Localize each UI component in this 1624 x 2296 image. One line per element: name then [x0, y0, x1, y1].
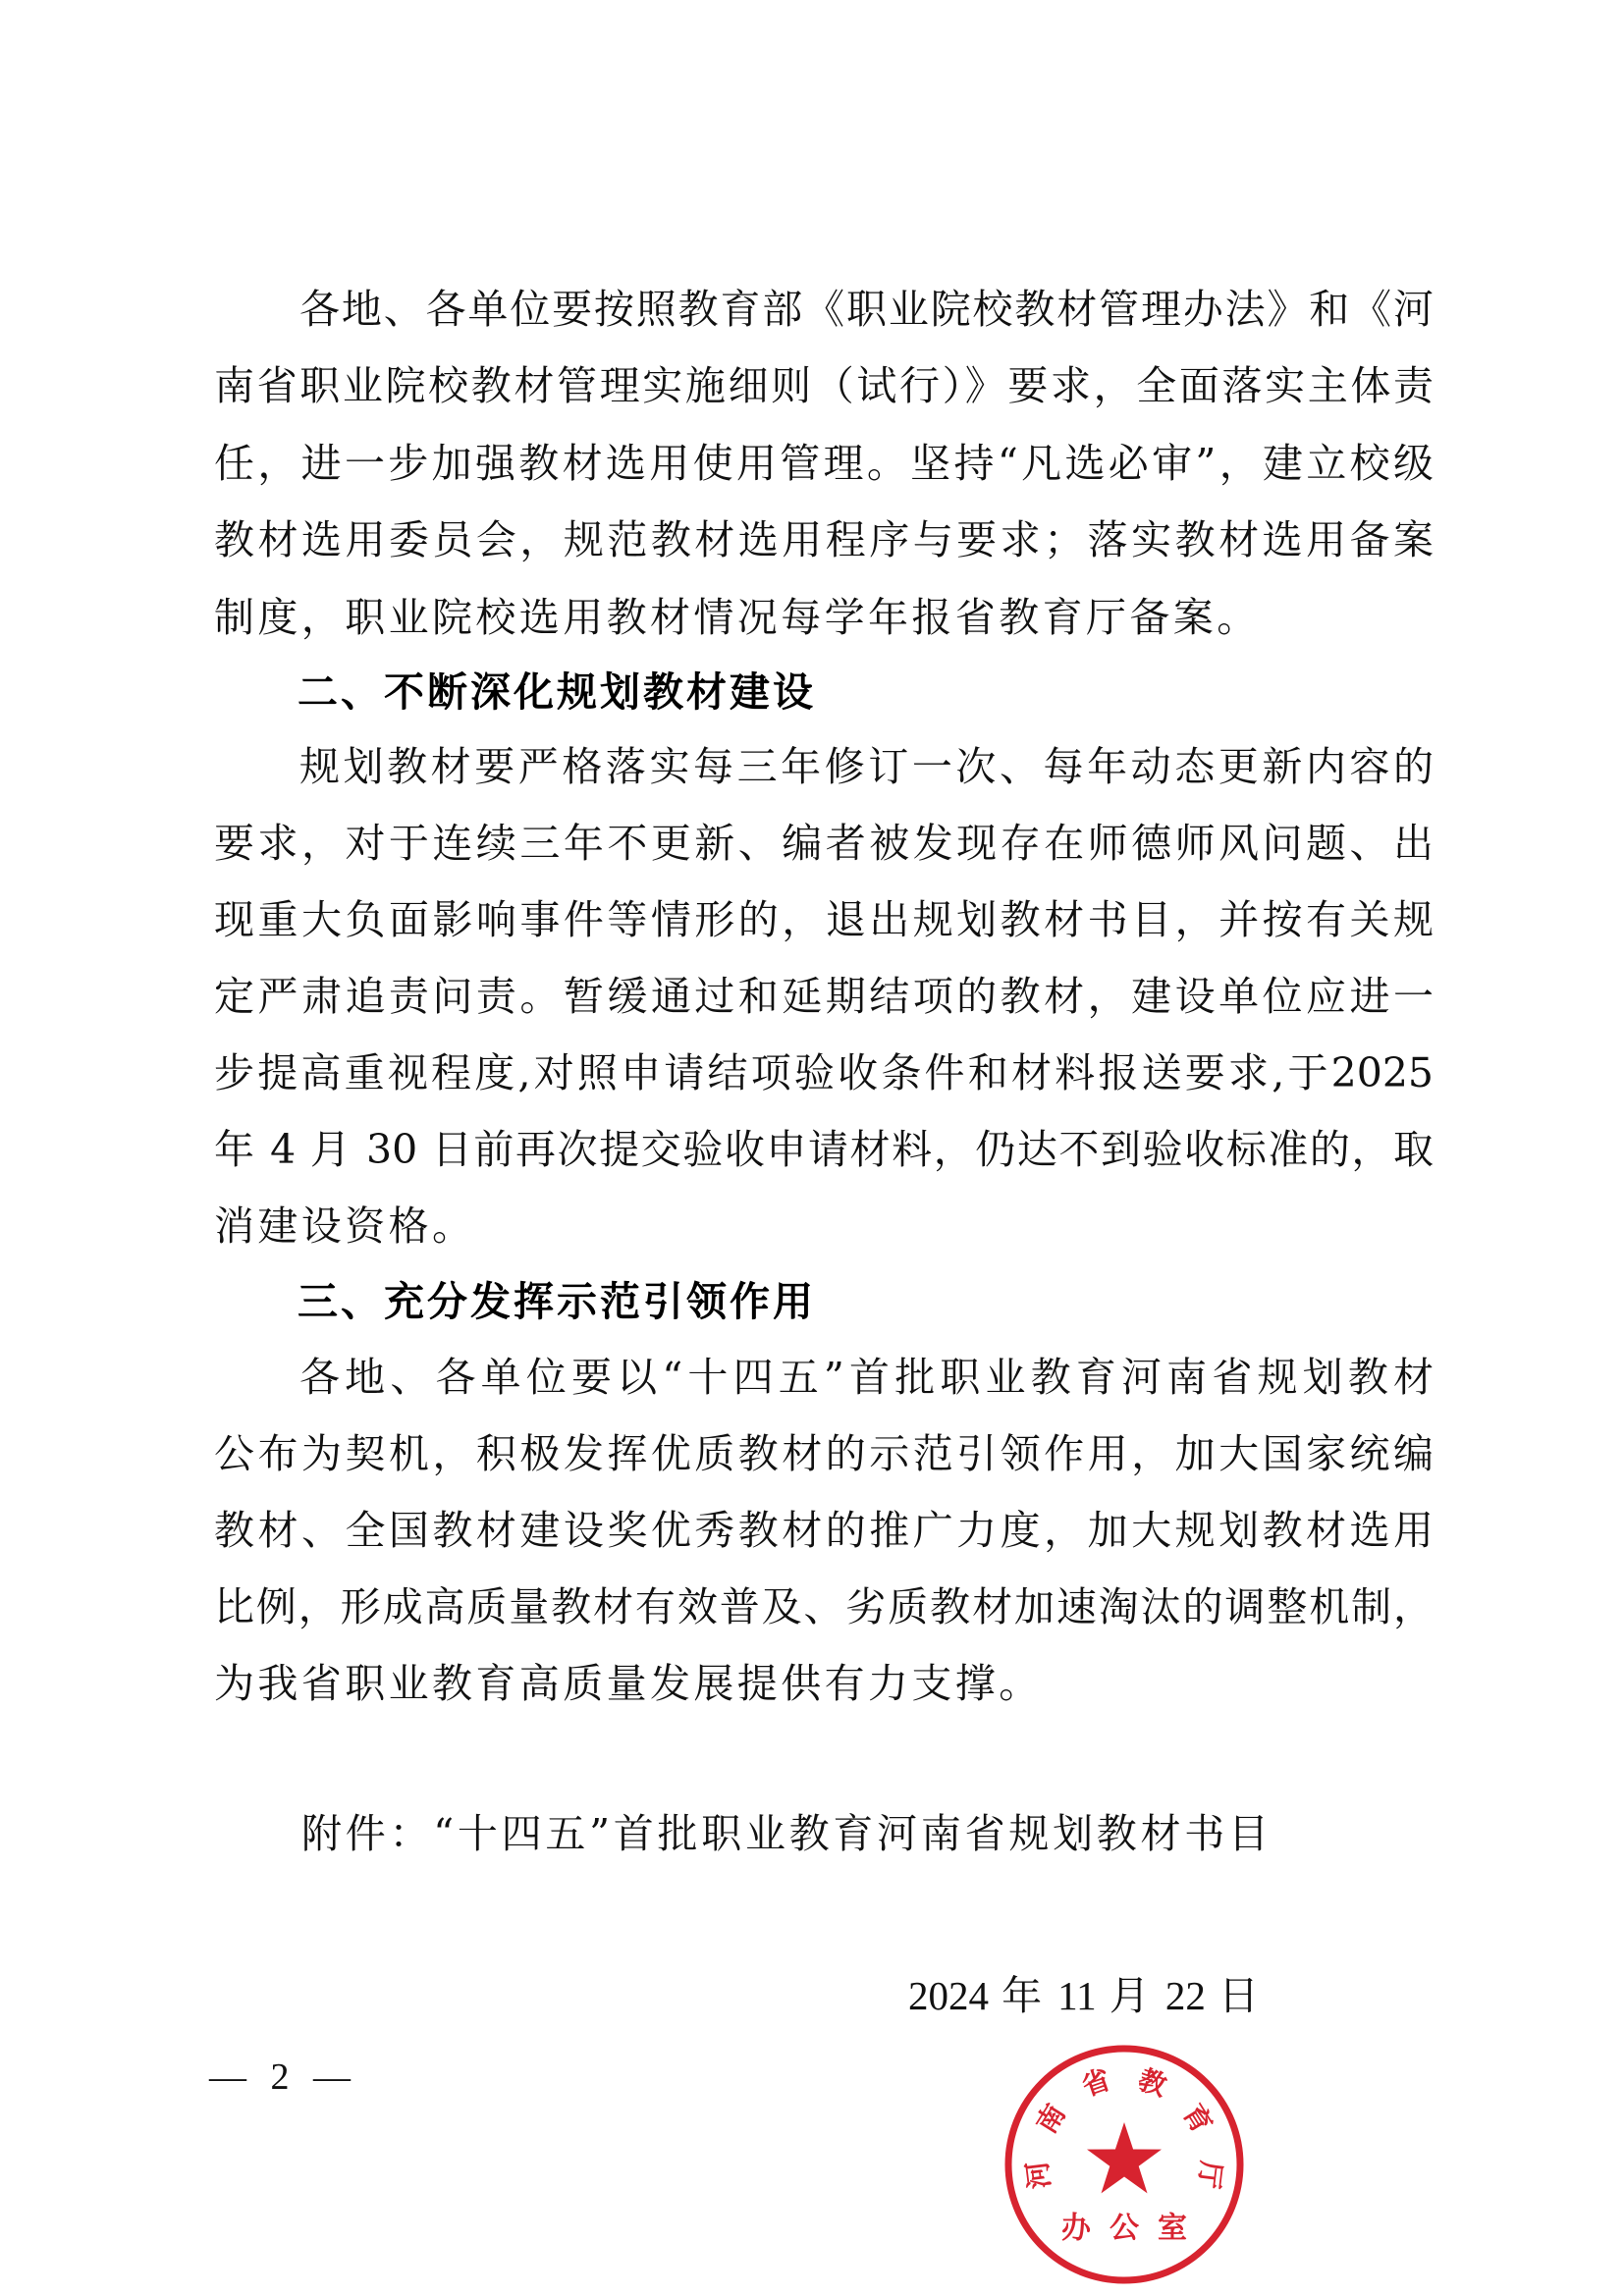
section-heading-3: 三、充分发挥示范引领作用 — [298, 1278, 816, 1325]
star-icon — [1087, 2122, 1162, 2193]
page-number: — 2 — — [209, 2056, 351, 2098]
section-heading-2: 二、不断深化规划教材建设 — [298, 668, 816, 716]
paragraph-3-line: 各地、各单位要以“十四五”首批职业教育河南省规划教材 — [299, 1354, 1434, 1401]
seal-bottom-char: 室 — [1158, 2211, 1187, 2246]
attachment-line: 附件：“十四五”首批职业教育河南省规划教材书目 — [301, 1810, 1269, 1857]
paragraph-2-line: 要求，对于连续三年不更新、编者被发现存在师德师风问题、出 — [214, 820, 1434, 867]
paragraph-1-line: 任，进一步加强教材选用使用管理。坚持“凡选必审”，建立校级 — [214, 440, 1434, 487]
seal-char: 河 — [1020, 2159, 1056, 2191]
seal-bottom-char: 公 — [1110, 2211, 1139, 2246]
paragraph-3-line: 教材、全国教材建设奖优秀教材的推广力度，加大规划教材选用 — [214, 1507, 1434, 1554]
official-seal — [1001, 2042, 1247, 2287]
seal-bottom-char: 办 — [1061, 2211, 1091, 2246]
seal-char: 南 — [1029, 2098, 1072, 2139]
seal-char: 育 — [1176, 2098, 1219, 2139]
paragraph-2-line: 现重大负面影响事件等情形的，退出规划教材书目，并按有关规 — [214, 896, 1434, 943]
paragraph-2-line: 定严肃追责问责。暂缓通过和延期结项的教材，建设单位应进一 — [214, 973, 1434, 1020]
seal-char: 厅 — [1192, 2159, 1228, 2191]
paragraph-2-line: 步提高重视程度,对照申请结项验收条件和材料报送要求,于2025 — [214, 1049, 1434, 1096]
paragraph-1-line: 南省职业院校教材管理实施细则（试行）》要求，全面落实主体责 — [214, 362, 1434, 409]
paragraph-1-line: 各地、各单位要按照教育部《职业院校教材管理办法》和《河 — [299, 286, 1434, 333]
seal-ring — [1008, 2049, 1240, 2280]
paragraph-1-line: 教材选用委员会，规范教材选用程序与要求；落实教材选用备案 — [214, 516, 1434, 563]
seal-char: 教 — [1134, 2062, 1171, 2103]
paragraph-2-line: 规划教材要严格落实每三年修订一次、每年动态更新内容的 — [299, 743, 1434, 790]
issue-date: 2024 年 11 月 22 日 — [908, 1973, 1259, 2018]
paragraph-1-line: 制度，职业院校选用教材情况每学年报省教育厅备案。 — [214, 594, 1261, 641]
paragraph-3-line: 比例，形成高质量教材有效普及、劣质教材加速淘汰的调整机制， — [214, 1583, 1434, 1630]
paragraph-2-line: 消建设资格。 — [214, 1202, 476, 1250]
paragraph-3-line: 为我省职业教育高质量发展提供有力支撑。 — [214, 1660, 1043, 1707]
paragraph-2-line: 年 4 月 30 日前再次提交验收申请材料，仍达不到验收标准的，取 — [214, 1126, 1434, 1173]
seal-char: 省 — [1077, 2062, 1114, 2103]
paragraph-3-line: 公布为契机，积极发挥优质教材的示范引领作用，加大国家统编 — [214, 1430, 1434, 1477]
